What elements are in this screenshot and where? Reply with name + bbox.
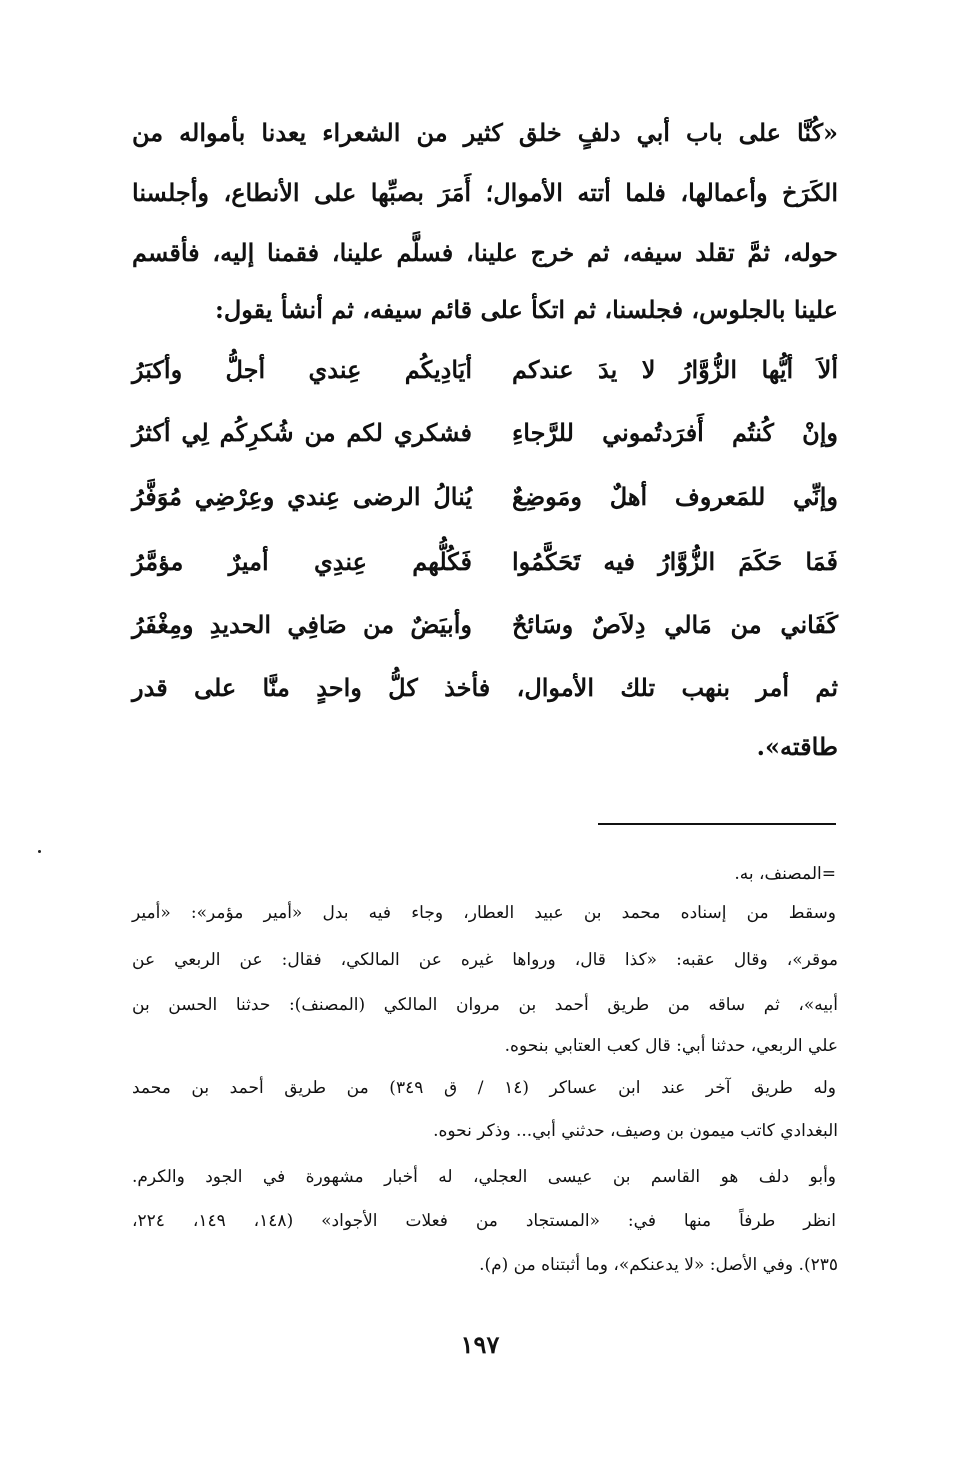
- verse-line: [132, 408, 838, 458]
- verse-second-hemistich: أيَادِيكُم عِندي أجلُّ وأكبَرُ: [132, 355, 472, 384]
- prose-line: الكَرَخ وأعمالها، فلما أتته الأموال؛ أَمَرَ بصبِّها على الأنطاع، وأجلسنا: [132, 178, 838, 207]
- footnote-line: وأبو دلف هو القاسم بن عيسى العجلي، له أخبار مشهورة في الجود والكرم.: [132, 1167, 836, 1187]
- footnote-line: البغدادي كاتب ميمون بن وصيف، حدثني أبي... وذكر نحوه.: [433, 1121, 838, 1141]
- footnote-line: وسقط من إسناده محمد بن عبيد العطار، وجاء فيه بدل «أمير مؤمر»: «أمير: [132, 903, 836, 923]
- footnote-line: وله طريق آخر عند ابن عساكر (١٤ / ق ٣٤٩) من طريق أحمد بن محمد: [132, 1078, 836, 1098]
- footnote-line: أبيه»، ثم ساقه من طريق أحمد بن مروان المالكي (المصنف): حدثنا الحسن بن: [132, 995, 838, 1015]
- page-number: ١٩٧: [460, 1330, 500, 1359]
- verse-second-hemistich: وأبيَضٌ من صَافِي الحديدِ ومِغْفَرُ: [132, 610, 472, 639]
- prose-line: «كُنَّا على باب أبي دلفٍ خلق كثير من الشعراء يعدنا بأمواله من: [132, 118, 838, 147]
- scan-speck: [38, 850, 41, 853]
- verse-first-hemistich: فَمَا حَكَمَ الزُّوَّارُ فيه تَحَكَّمُوا: [512, 547, 838, 576]
- footnote-separator: [598, 823, 836, 825]
- footnote-line: موقر»، وقال عقبه: «كذا قال، ورواها غيره عن المالكي، فقال: عن الربعي عن: [132, 950, 838, 970]
- verse-second-hemistich: فَكُلُّهم عِندِي أميرٌ مؤمَّرُ: [132, 547, 472, 576]
- verse-line: [132, 472, 838, 522]
- verse-second-hemistich: فشكري لكم من شُكرِكُم لِي أكثرُ: [132, 418, 472, 447]
- verse-first-hemistich: وإنِّي للمَعروف أهلٌ ومَوضِعٌ: [512, 482, 838, 511]
- verse-first-hemistich: وإنْ كُنتُم أَفرَدتُموني للرَّجاءِ: [512, 418, 838, 447]
- prose-line: علينا بالجلوس، فجلسنا، ثم اتكأ على قائم سيفه، ثم أنشأ يقول:: [214, 295, 838, 324]
- footnote-line: =المصنف، به.: [734, 864, 836, 884]
- verse-line: [132, 345, 838, 395]
- footnote-line: انظر طرفاً منها في: «المستجاد من فعلات الأجواد» (١٤٨، ١٤٩، ٢٢٤،: [132, 1211, 836, 1231]
- verse-first-hemistich: ألاَ أيُّها الزُّوَّارُ لا يدَ عندكم: [512, 355, 838, 384]
- prose-line: حوله، ثمَّ تقلد سيفه، ثم خرج علينا، فسلَّم علينا، فقمنا إليه، فأقسم: [132, 238, 838, 267]
- prose-line: ثم أمر بنهب تلك الأموال، فأخذ كلُّ واحدٍ منَّا على قدر: [132, 673, 838, 702]
- prose-line: طاقته».: [756, 732, 838, 761]
- verse-first-hemistich: كَفَاني من مَالي دِلاَصٌ وسَائحٌ: [512, 610, 838, 639]
- verse-line: [132, 537, 838, 587]
- verse-second-hemistich: يُنالُ الرضى عِندي وعِرْضِي مُوَفَّرُ: [132, 482, 472, 511]
- footnote-line: ٢٣٥). وفي الأصل: «لا يدعنكم»، وما أثبتناه من (م).: [479, 1255, 838, 1275]
- footnote-line: علي الربعي، حدثنا أبي: قال كعب العتابي بنحوه.: [504, 1036, 838, 1056]
- verse-line: [132, 600, 838, 650]
